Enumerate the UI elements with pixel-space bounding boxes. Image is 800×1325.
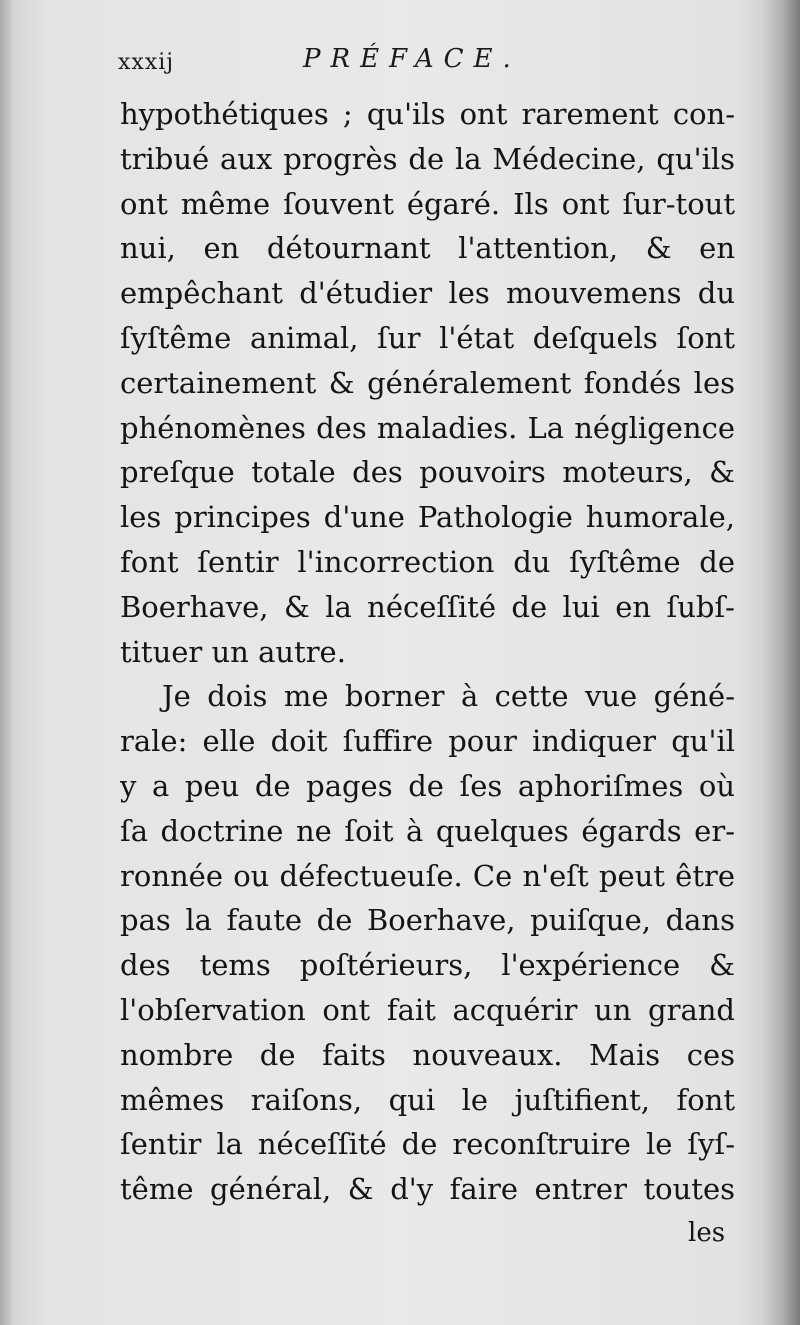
text-line: tribué aux progrès de la Médecine, qu'ils (120, 141, 735, 176)
text-line-paragraph-start: Je dois me borner à cette vue géné- (162, 679, 735, 714)
text-line: nombre de faits nouveaux. Mais ces (120, 1037, 735, 1072)
text-line: font ſentir l'incorrection du ſyſtême de (120, 544, 735, 579)
text-line: les principes d'une Pathologie humorale, (120, 500, 735, 535)
text-line: nui, en détournant l'attention, & en (120, 231, 735, 266)
text-line: tême général, & d'y faire entrer toutes (120, 1172, 735, 1207)
text-line: ſa doctrine ne ſoit à quelques égards er- (120, 813, 735, 848)
catchword: les (688, 1218, 726, 1248)
running-title: PRÉFACE. (303, 44, 521, 74)
text-line: certainement & généralement fondés les (120, 365, 735, 400)
text-line: rale: elle doit ſuffire pour indiquer qu'il (120, 724, 735, 759)
text-line: phénomènes des maladies. La négligence (120, 410, 735, 445)
text-line: ronnée ou défectueuſe. Ce n'eſt peut être (120, 858, 735, 893)
page-gutter-shadow (762, 0, 800, 1325)
page-number: xxxij (118, 50, 175, 75)
page-left-edge-shadow (0, 0, 14, 1325)
text-line-paragraph-end: tituer un autre. (120, 634, 346, 669)
text-line: pas la faute de Boerhave, puiſque, dans (120, 903, 735, 938)
text-line: l'obſervation ont fait acquérir un grand (120, 992, 735, 1027)
text-line: Boerhave, & la néceſſité de lui en ſubſ- (120, 589, 735, 624)
body-text (120, 92, 735, 1212)
text-line: y a peu de pages de ſes aphoriſmes où (120, 768, 735, 803)
page-header (118, 44, 728, 84)
text-line: ont même ſouvent égaré. Ils ont ſur-tout (120, 186, 735, 221)
text-line: ſentir la néceſſité de reconſtruire le ſyſ- (120, 1127, 735, 1162)
text-line: mêmes raiſons, qui le juſtifient, font (120, 1082, 735, 1117)
text-line: hypothétiques ; qu'ils ont rarement con- (120, 97, 735, 131)
text-line: ſyſtême animal, ſur l'état deſquels ſont (120, 320, 735, 355)
text-line: preſque totale des pouvoirs moteurs, & (120, 455, 735, 490)
text-line: des tems poſtérieurs, l'expérience & (120, 948, 735, 983)
text-line: empêchant d'étudier les mouvemens du (120, 276, 735, 311)
